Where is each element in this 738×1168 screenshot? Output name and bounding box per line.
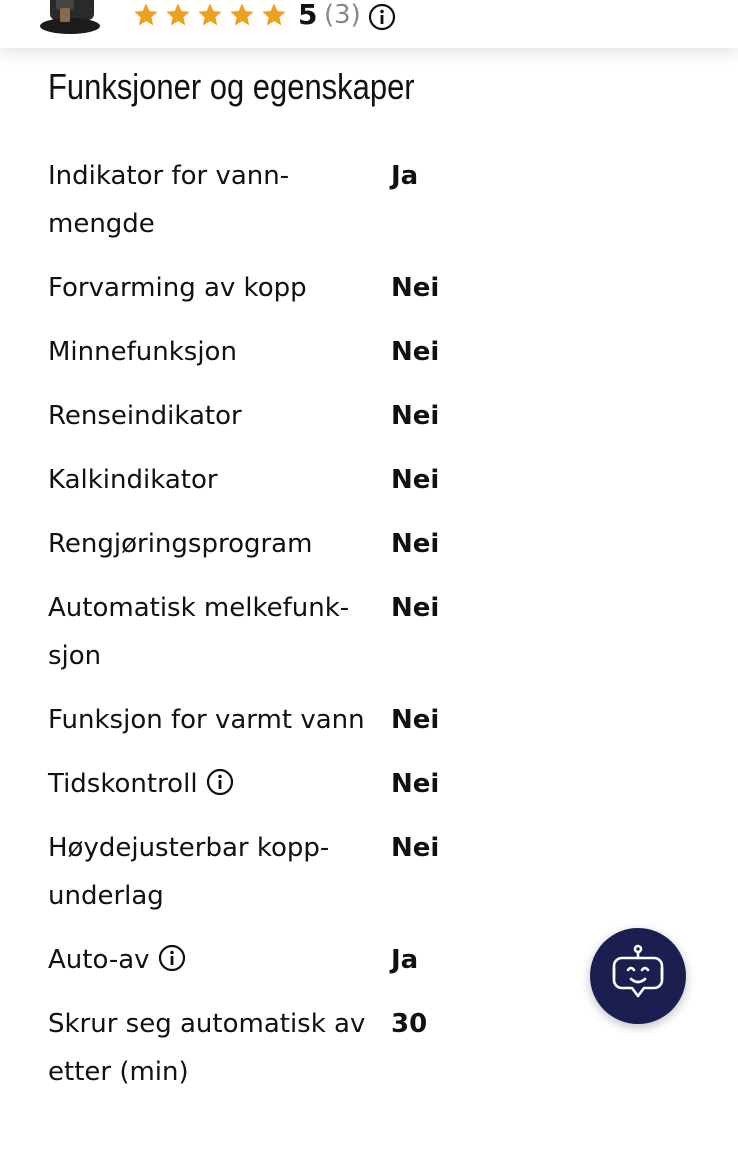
spec-label xyxy=(48,696,391,744)
spec-row xyxy=(48,520,688,584)
spec-label xyxy=(48,328,391,376)
spec-label xyxy=(48,760,391,808)
spec-label-text: Renseindikator xyxy=(48,401,242,431)
spec-label xyxy=(48,152,391,248)
spec-label xyxy=(48,392,391,440)
spec-label-text: Funksjon for varmt vann xyxy=(48,705,365,735)
spec-label xyxy=(48,824,391,920)
rating-stars xyxy=(132,0,292,30)
spec-label-text: Tidskontroll xyxy=(48,769,198,799)
spec-row xyxy=(48,392,688,456)
spec-value: Nei xyxy=(391,769,440,799)
spec-label-text: Auto-av xyxy=(48,945,150,975)
spec-label-text: Forvarming av kopp xyxy=(48,273,307,303)
rating-count[interactable]: (3) xyxy=(324,0,361,30)
rating-score: 5 xyxy=(298,0,318,31)
spec-value: Nei xyxy=(391,705,440,735)
sticky-product-bar xyxy=(0,0,738,48)
spec-value: Nei xyxy=(391,401,440,431)
spec-row xyxy=(48,824,688,936)
spec-label-text: Kalkindikator xyxy=(48,465,218,495)
spec-value: Nei xyxy=(391,337,440,367)
star-icon xyxy=(228,1,256,29)
star-icon xyxy=(196,1,224,29)
spec-row xyxy=(48,456,688,520)
info-icon[interactable] xyxy=(206,768,234,796)
spec-value: Nei xyxy=(391,529,440,559)
star-icon xyxy=(260,1,288,29)
spec-value: Nei xyxy=(391,273,440,303)
spec-label xyxy=(48,936,391,984)
star-icon xyxy=(164,1,192,29)
spec-value: 30 xyxy=(391,1009,428,1039)
spec-row xyxy=(48,152,688,264)
robot-icon xyxy=(600,938,676,1014)
spec-label-text: Indikator for vann-mengde xyxy=(48,161,290,239)
spec-value: Ja xyxy=(391,161,419,191)
spec-value: Nei xyxy=(391,833,440,863)
spec-row xyxy=(48,760,688,824)
spec-label xyxy=(48,264,391,312)
spec-label-text: Automatisk melkefunk-sjon xyxy=(48,593,350,671)
spec-row xyxy=(48,328,688,392)
spec-label xyxy=(48,456,391,504)
spec-label-text: Høydejusterbar kopp-underlag xyxy=(48,833,330,911)
spec-label xyxy=(48,520,391,568)
star-icon xyxy=(132,1,160,29)
spec-label-text: Skrur seg automatisk av etter (min) xyxy=(48,1009,366,1087)
spec-row xyxy=(48,696,688,760)
spec-value: Ja xyxy=(391,945,419,975)
section-title: Funksjoner og egenskaper xyxy=(48,66,415,107)
spec-label-text: Minnefunksjon xyxy=(48,337,237,367)
chatbot-button[interactable] xyxy=(590,928,686,1024)
info-icon[interactable] xyxy=(158,944,186,972)
spec-label-text: Rengjøringsprogram xyxy=(48,529,313,559)
spec-label xyxy=(48,1000,391,1096)
coffee-machine-thumbnail[interactable] xyxy=(30,0,110,40)
spec-row xyxy=(48,584,688,696)
spec-value: Nei xyxy=(391,593,440,623)
info-icon[interactable] xyxy=(368,3,396,31)
spec-row xyxy=(48,1000,688,1112)
spec-value: Nei xyxy=(391,465,440,495)
spec-label xyxy=(48,584,391,680)
spec-row xyxy=(48,264,688,328)
